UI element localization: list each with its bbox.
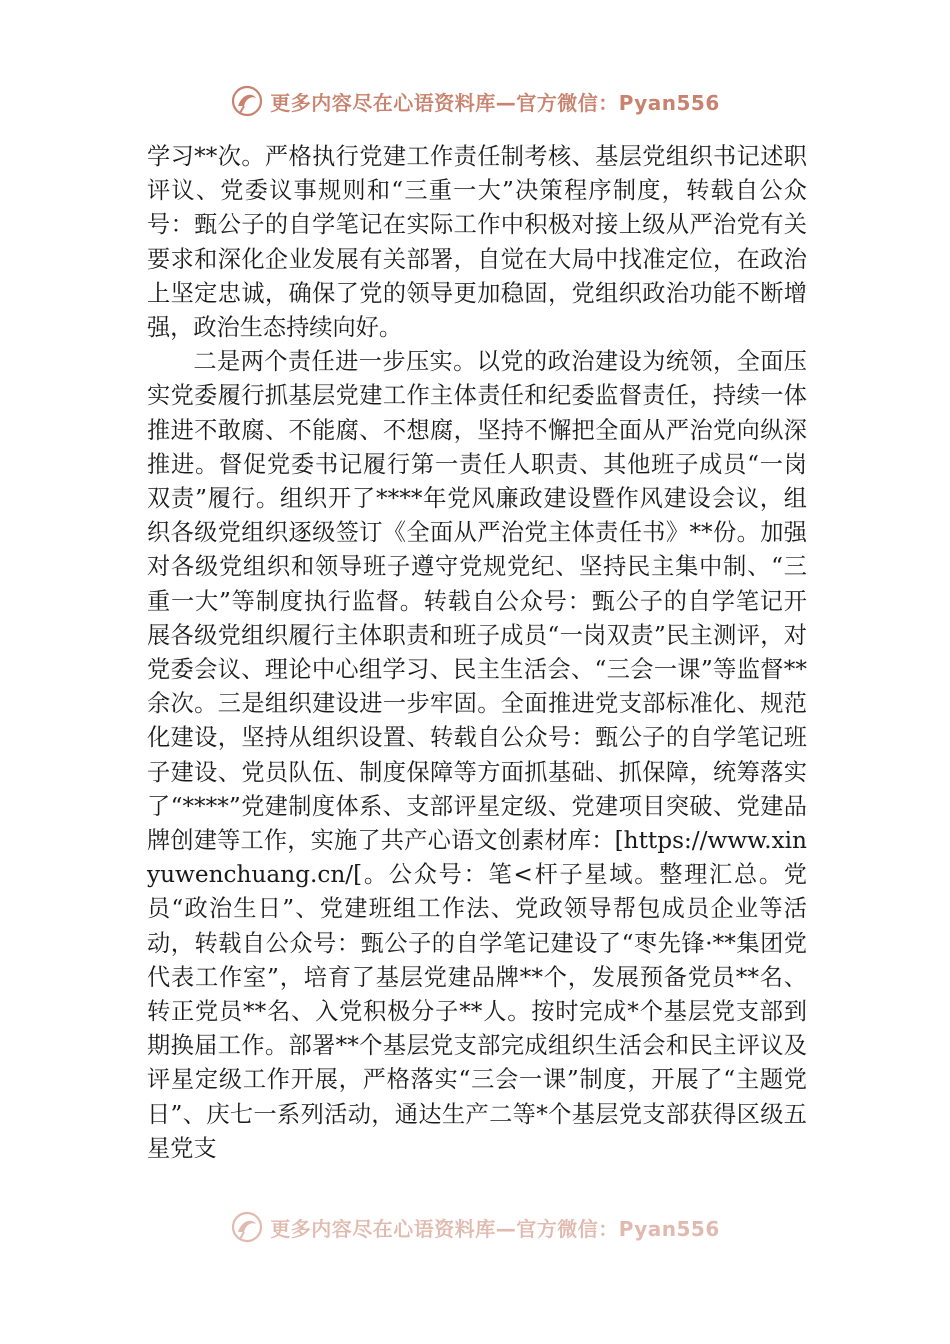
swirl-pen-logo-icon [230, 1210, 264, 1244]
watermark-text: 更多内容尽在心语资料库—官方微信：Pyan556 [270, 90, 720, 115]
footer-watermark [0, 1210, 950, 1244]
paragraph: 二是两个责任进一步压实。以党的政治建设为统领，全面压实党委履行抓基层党建工作主体责任和纪委监督责任，持续一体推进不敢腐、不能腐、不想腐，坚持不懈把全面从严治党向纵深推进。督促党委书记履行第一责任人职责、其他班子成员“一岗双责”履行。组织开了****年党风廉政建设暨作风建设会议，组织各级党组织逐级签订《全面从严治党主体责任书》**份。加强对各级党组织和领导班子遵守党规党纪、坚持民主集中制、“三重一大”等制度执行监督。转载自公众号：甄公子的自学笔记开展各级党组织履行主体职责和班子成员“一岗双责”民主测评，对党委会议、理论中心组学习、民主生活会、“三会一课”等监督**余次。三是组织建设进一步牢固。全面推进党支部标准化、规范化建设，坚持从组织设置、转载自公众号：甄公子的自学笔记班子建设、党员队伍、制度保障等方面抓基础、抓保障，统筹落实了“****”党建制度体系、支部评星定级、党建项目突破、党建品牌创建等工作，实施了共产心语文创素材库：[https://www.xinyuwenchuang.cn/[。公众号：笔<杆子星域。整理汇总。党员“政治生日”、党建班组工作法、党政领导帮包成员企业等活动，转载自公众号：甄公子的自学笔记建设了“枣先锋·**集团党代表工作室”，培育了基层党建品牌**个，发展预备党员**名、转正党员**名、入党积极分子**人。按时完成*个基层党支部到期换届工作。部署**个基层党支部完成组织生活会和民主评议及评星定级工作开展，严格落实“三会一课”制度，开展了“主题党日”、庆七一系列活动，通达生产二等*个基层党支部获得区级五星党支 [147, 348, 807, 1162]
document-body [147, 140, 807, 1166]
watermark-text: 更多内容尽在心语资料库—官方微信：Pyan556 [270, 1216, 720, 1241]
paragraph: 学习**次。严格执行党建工作责任制考核、基层党组织书记述职评议、党委议事规则和“三重一大”决策程序制度，转载自公众号：甄公子的自学笔记在实际工作中积极对接上级从严治党有关要求和深化企业发展有关部署，自觉在大局中找准定位，在政治上坚定忠诚，确保了党的领导更加稳固，党组织政治功能不断增强，政治生态持续向好。 [147, 143, 807, 342]
header-watermark [0, 84, 950, 118]
swirl-pen-logo-icon [230, 84, 264, 118]
